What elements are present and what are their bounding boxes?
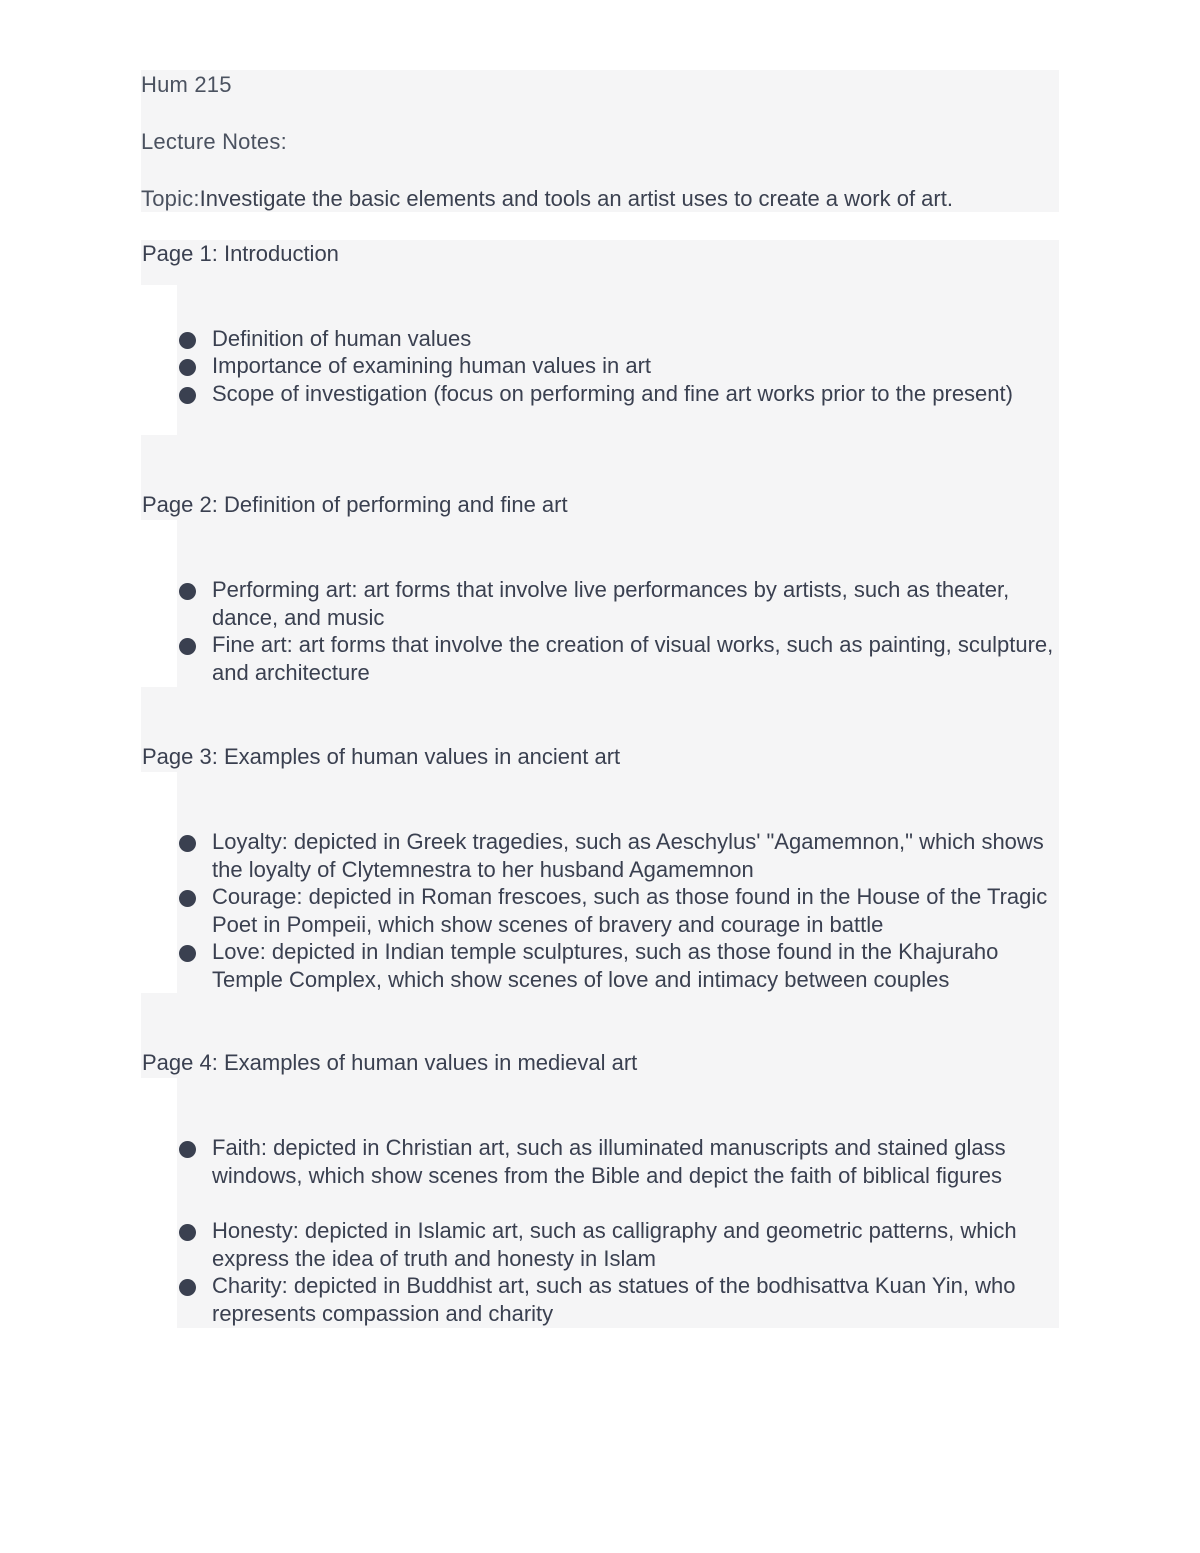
list-item: Courage: depicted in Roman frescoes, such as those found in the House of the Tragic Poet in Pompeii, which show scenes of bravery and courage in battle — [212, 884, 1048, 937]
list-item: Honesty: depicted in Islamic art, such as calligraphy and geometric patterns, which express the idea of truth and honesty in Islam — [212, 1218, 1017, 1271]
bullet-icon — [179, 387, 196, 404]
list-item: Love: depicted in Indian temple sculptures, such as those found in the Khajuraho Temple Complex, which show scenes of love and intimacy between couples — [212, 939, 999, 992]
lecture-notes-label: Lecture Notes: — [141, 129, 287, 154]
list-item: Loyalty: depicted in Greek tragedies, such as Aeschylus' "Agamemnon," which shows the loyalty of Clytemnestra to her husband Agamemnon — [212, 829, 1044, 882]
bullet-icon — [179, 1224, 196, 1241]
header-block — [141, 70, 1059, 212]
topic-text: Investigate the basic elements and tools an artist uses to create a work of art. — [199, 186, 953, 211]
section-title: Page 1: Introduction — [142, 241, 339, 266]
bullet-icon — [179, 1279, 196, 1296]
list-item: Performing art: art forms that involve live performances by artists, such as theater, dance, and music — [212, 577, 1010, 630]
bullet-icon — [179, 945, 196, 962]
list-item: Scope of investigation (focus on performing and fine art works prior to the present) — [212, 381, 1013, 406]
bullet-icon — [179, 1141, 196, 1158]
section-title: Page 2: Definition of performing and fine art — [142, 492, 568, 517]
section-title: Page 3: Examples of human values in ancient art — [142, 744, 621, 769]
list-item: Faith: depicted in Christian art, such as illuminated manuscripts and stained glass windows, which show scenes from the Bible and depict the faith of biblical figures — [212, 1135, 1006, 1188]
bullet-icon — [179, 583, 196, 600]
topic-line — [141, 185, 953, 213]
bullet-icon — [179, 638, 196, 655]
bullet-icon — [179, 359, 196, 376]
list-item: Definition of human values — [212, 326, 472, 351]
list-item: Fine art: art forms that involve the creation of visual works, such as painting, sculpture, and architecture — [212, 632, 1054, 685]
bullet-icon — [179, 835, 196, 852]
bullet-icon — [179, 332, 196, 349]
section-title: Page 4: Examples of human values in medieval art — [142, 1050, 638, 1075]
list-item: Importance of examining human values in art — [212, 353, 652, 378]
list-item: Charity: depicted in Buddhist art, such as statues of the bodhisattva Kuan Yin, who represents compassion and charity — [212, 1273, 1016, 1326]
topic-label: Topic: — [141, 186, 200, 211]
course-title: Hum 215 — [141, 72, 232, 97]
bullet-icon — [179, 890, 196, 907]
